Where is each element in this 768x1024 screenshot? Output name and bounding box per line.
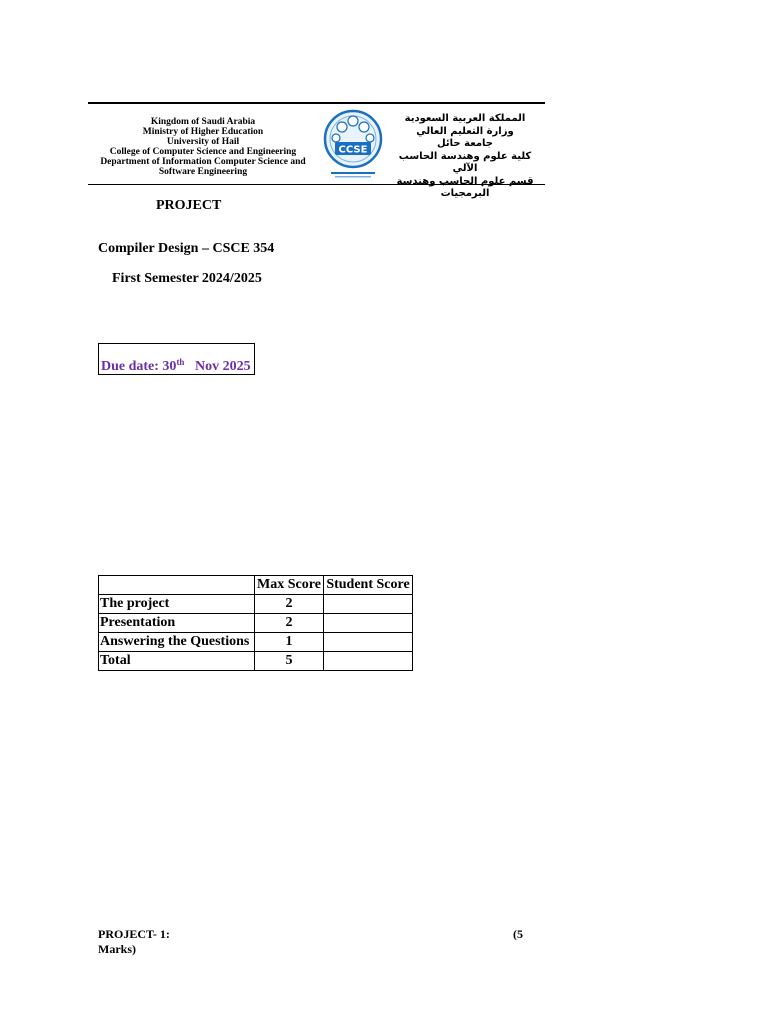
institution-line-ar: وزارة التعليم العالي [416,125,514,137]
max-score: 2 [255,614,324,633]
institution-line-ar: كلية علوم وهندسة الحاسب الآلي [398,150,532,174]
score-table [98,575,413,671]
course-title: Compiler Design – CSCE 354 [98,241,275,256]
institution-arabic [385,113,545,201]
institution-english [100,117,306,177]
due-date-ordinal: th [176,357,185,367]
logo-text: CCSE [338,144,368,156]
max-score: 2 [255,595,324,614]
max-score: 1 [255,633,324,652]
table-header-cell: Max Score [255,576,324,595]
due-date-box [98,343,255,375]
institution-line: College of Computer Science and Engineering [109,147,297,157]
due-date [101,357,251,375]
table-row [99,614,413,633]
institution-line: Kingdom of Saudi Arabia [150,117,256,127]
score-item: The project [99,595,255,614]
table-row [99,633,413,652]
semester-title: First Semester 2024/2025 [112,271,262,286]
header-top-rule [88,102,545,104]
table-header-row [99,576,413,595]
table-header-cell [99,576,255,595]
project-label: PROJECT- 1: [98,927,170,941]
institution-line-ar: جامعة حائل [437,138,493,149]
due-date-prefix: Due date: 30 [101,359,177,374]
document-heading: PROJECT [156,198,222,213]
score-item: Total [99,652,255,671]
ccse-logo-icon [323,107,383,182]
due-date-suffix: Nov 2025 [194,359,251,374]
student-score-cell[interactable] [324,652,413,671]
institution-line-ar: المملكة العربية السعودية [404,113,526,124]
marks-close: Marks) [98,942,136,956]
student-score-cell[interactable] [324,595,413,614]
table-row [99,595,413,614]
institution-line-ar: قسم علوم الحاسب وهندسة البرمجيات [396,175,534,199]
max-score: 5 [255,652,324,671]
score-item: Answering the Questions [99,633,255,652]
marks-open: (5 [513,927,523,941]
table-header-cell: Student Score [324,576,413,595]
student-score-cell[interactable] [324,614,413,633]
institution-line: University of Hail [166,137,240,147]
student-score-cell[interactable] [324,633,413,652]
institution-line: Software Engineering [158,167,248,177]
institution-line: Department of Information Computer Science and [100,157,306,167]
institution-line: Ministry of Higher Education [142,127,264,137]
table-total-row [99,652,413,671]
score-item: Presentation [99,614,255,633]
